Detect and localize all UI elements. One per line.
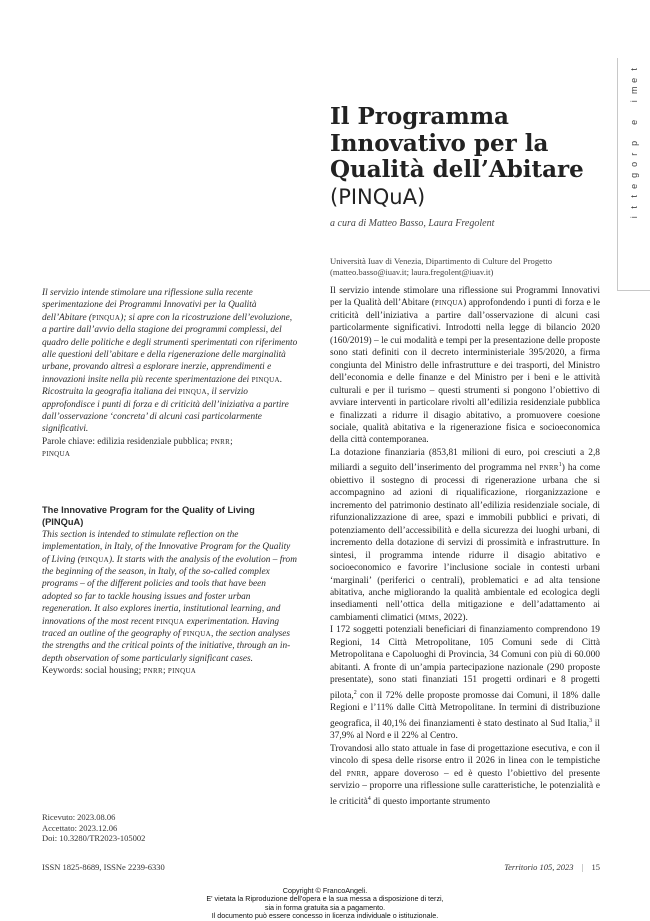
article-dates (42, 812, 145, 844)
keyword: PNRR (143, 667, 163, 676)
journal-name: Territorio 105, 2023 (504, 862, 574, 872)
keywords-label: Keywords: social housing; (42, 666, 144, 677)
body-text: ) ha come obiettivo il sostegno di processi di rigenerazione urbana che si accompagnino ad azioni di riqualificazione, riorganizzazione e incremento del patrimonio destinato all’edilizia residenziale sociale, di rifunzionalizzazione di aree, spazi e immobili pubblici e privati, di potenziamento dell’accessibilità e della sicurezza dei luoghi urbani, di incremento della dotazione di servizi di prossimità e infrastrutture. In sintesi, il programma intende ridurre il disagio abitativo e socioeconomico e favorire l’inclusione sociale in contesti urbani ‘marginali’ (periferici o centrali), problematici e ad alta tensione abitativa, anche migliorando la qualità ambientale ed ecologica degli insediamenti nell’ottica della mitigazione e dell’adattamento ai cambiamenti climatici ( (330, 463, 600, 623)
title-acronym: (PINQuA) (330, 184, 426, 209)
acronym: PINQUA (80, 555, 109, 564)
body-paragraph-1 (330, 285, 600, 447)
abstract-en-part: This section is intended to stimulate reflection on the implementation, in Italy, of the Innovative Program for the Quality of Living ( (42, 529, 291, 565)
footnote-marker: 3 (589, 717, 593, 724)
abstract-italian (42, 287, 298, 461)
section-tab-letters (618, 64, 650, 223)
section-tab-letter: g (629, 172, 640, 178)
abstract-english (42, 504, 298, 678)
body-text: con il 72% delle proposte promosse dai Comuni, il 18% dalle Regioni e l’11% dalle Città Metropolitane. In termini di distribuzione geografica, il 40,1% dei finanziamenti è stato destinato al Sud Italia, (330, 690, 600, 729)
body-text: ) approfondendo i punti di forza e le criticità dell’iniziativa a partire dall’osservazione di alcuni casi particolarmente significativi. Introdotti nella legge di bilancio 2020 (160/2019) – le cui modalità e tempi per la presentazione delle proposte sono stati definiti con il decreto interministeriale 395/2020, a firma congiunta del Ministro delle infrastrutture e dei trasporti, del Ministro dell’economia e delle finanze e del Ministro per i beni e le attività culturali e per il turismo – questi strumenti si pongono l’obiettivo di avviare interventi in particolare rivolti all’edilizia residenziale pubblica e finalizzati a ridurre il disagio abitativo, a promuovere coesione sociale, qualità abitativa e la rigenerazione fisica e socioeconomica della città contemporanea. (330, 298, 600, 446)
abstract-it-part: . Ricostruita la geografia italiana dei (42, 374, 283, 398)
acronym: PINQUA (251, 375, 280, 384)
footnote-marker: 2 (353, 689, 357, 696)
page-number: 15 (591, 862, 600, 872)
keywords-english (42, 665, 298, 677)
acronym: PNRR (346, 769, 367, 778)
keyword: PINQUA (167, 667, 197, 676)
article-authors: a cura di Matteo Basso, Laura Fregolent (330, 218, 495, 229)
title-line-1: Il Programma (330, 103, 509, 130)
footnote-marker: 4 (367, 795, 371, 802)
section-tab-letter: e (629, 183, 640, 189)
body-text: I 172 soggetti potenziali beneficiari di finanziamento comprendono 19 Regioni, 14 Città Metropolitane, 105 Comuni sede di Città Metropolitana e Capoluoghi di Provincia, 34 Comuni con più di 60.000 abitanti. A fronte di un’ampia partecipazione nazionale (290 proposte presentate), sono stati finanziati 151 progetti ordinari e 8 progetti pilota, (330, 625, 600, 701)
section-tab (617, 58, 650, 291)
keyword-separator: ; (162, 666, 168, 677)
abstract-en-part: ). It starts with the analysis of the evolution – from the beginning of the season, in Italy, of the so-called complex programs – of the different policies and tools that have been adopted so far to tackle housing issues and foster urban regeneration. It also explores inertia, institutional learning, and innovations of the most recent (42, 554, 297, 627)
section-tab-letter: r (629, 152, 640, 156)
abstract-italian-text (42, 287, 298, 436)
copyright-line-4: Il documento può essere concesso in licenza individuale o istituzionale. (211, 911, 439, 921)
acronym: PINQUA (156, 617, 185, 626)
section-tab-letter: e (629, 119, 640, 125)
accepted-date: Accettato: 2023.12.06 (42, 822, 118, 833)
copyright-line-3: sia in forma gratuita sia a pagamento. (264, 902, 386, 912)
keyword-separator: ; (230, 436, 233, 447)
footer-journal (470, 862, 600, 872)
body-text: , 2022). (438, 612, 468, 623)
body-text: di questo importante strumento (370, 796, 491, 807)
keywords-label: Parole chiave: edilizia residenziale pubblica; (42, 436, 211, 447)
section-tab-letter: t (629, 68, 640, 71)
body-text: Trovandosi allo stato attuale in fase di progettazione esecutiva, e con il vincolo di spesa delle risorse entro il 2026 in linea con le tempistiche del (330, 743, 600, 779)
body-paragraph-2 (330, 447, 600, 624)
footnote-marker: 1 (558, 462, 562, 469)
acronym: PINQUA (178, 388, 207, 397)
acronym: PINQUA (434, 299, 464, 308)
acronym: MIMS (419, 613, 439, 622)
body-paragraph-4 (330, 743, 600, 808)
affiliation-line-1: Università Iuav di Venezia, Dipartimento di Culture del Progetto (330, 256, 553, 266)
acronym: PINQUA (182, 630, 211, 639)
doi: Doi: 10.3280/TR2023-105002 (42, 833, 146, 843)
footer-separator: | (581, 862, 584, 872)
author-affiliation (330, 256, 610, 278)
abstract-english-text (42, 529, 298, 665)
abstract-en-part: experimentation. Having traced an outline of the geography of (42, 616, 280, 640)
section-tab-letter: e (629, 77, 640, 83)
keyword: PNRR (210, 437, 231, 446)
affiliation-line-2: (matteo.basso@iuav.it; laura.fregolent@iuav.it) (330, 267, 494, 277)
abstract-en-part: , the section analyses the strengths and the critical points of the initiative, through an in-depth observation of some particularly significant cases. (42, 629, 291, 664)
copyright-line-1: Copyright © FrancoAngeli. (282, 886, 368, 895)
section-tab-letter: t (629, 205, 640, 209)
section-tab-letter: t (629, 195, 640, 198)
title-line-2: Innovativo per la (330, 129, 549, 157)
body-text: Il servizio intende stimolare una riflessione sui Programmi Innovativi per la Qualità dell’Abitare ( (330, 286, 600, 309)
article-title (330, 104, 600, 210)
section-tab-letter: p (629, 140, 640, 146)
abstract-it-part: , il servizio approfondisce i punti di forza e di criticità dell’iniziativa a partire dall’osservazione ‘concreta’ di alcuni casi particolarmente significativi. (42, 387, 289, 435)
section-tab-letter: m (629, 86, 640, 95)
acronym: PINQUA (92, 313, 121, 322)
abstract-english-title: The Innovative Program for the Quality of Living (PINQuA) (42, 505, 255, 528)
received-date: Ricevuto: 2023.08.06 (42, 812, 116, 822)
keywords-italian (42, 436, 298, 461)
section-tab-letter: i (629, 216, 640, 219)
article-body (330, 285, 600, 808)
body-text: il 37,9% al Nord e il 22% al Centro. (330, 718, 600, 742)
keyword: PINQUA (42, 450, 71, 459)
body-text: La dotazione finanziaria (853,81 milioni di euro, poi cresciuti a 2,8 miliardi a seguito dell’inserimento del programma nel (330, 447, 600, 474)
body-text: , appare doveroso – ed è questo l’obiettivo del presente servizio – proporre una riflessione sulle caratteristiche, le potenzialità e le criticità (330, 768, 600, 807)
abstract-it-part: ); si apre con la ricostruzione dell’evoluzione, a partire dall’avvio della stagione dei programmi complessi, del quadro delle politiche e degli strumenti sperimentati con riferimento alle questioni dell’abitare e della rigenerazione delle marginalità urbane, provando altresì a esplorare inerzie, apprendimenti e innovazioni insite nella più recente sperimentazione dei (42, 312, 298, 385)
section-tab-letter: i (629, 100, 640, 103)
footer-issn: ISSN 1825-8689, ISSNe 2239-6330 (42, 862, 165, 872)
section-tab-letter: o (629, 162, 640, 168)
acronym: PNRR (539, 464, 559, 473)
abstract-it-part: Il servizio intende stimolare una riflessione sulla recente sperimentazione dei Programmi Innovativi per la Qualità dell’Abitare ( (42, 288, 257, 323)
body-paragraph-3 (330, 624, 600, 742)
copyright-line-2: E' vietata la Riproduzione dell'opera e la sua messa a disposizione di terzi, (206, 894, 444, 904)
title-line-3: Qualità dell’Abitare (330, 156, 584, 183)
copyright-notice (0, 887, 650, 921)
